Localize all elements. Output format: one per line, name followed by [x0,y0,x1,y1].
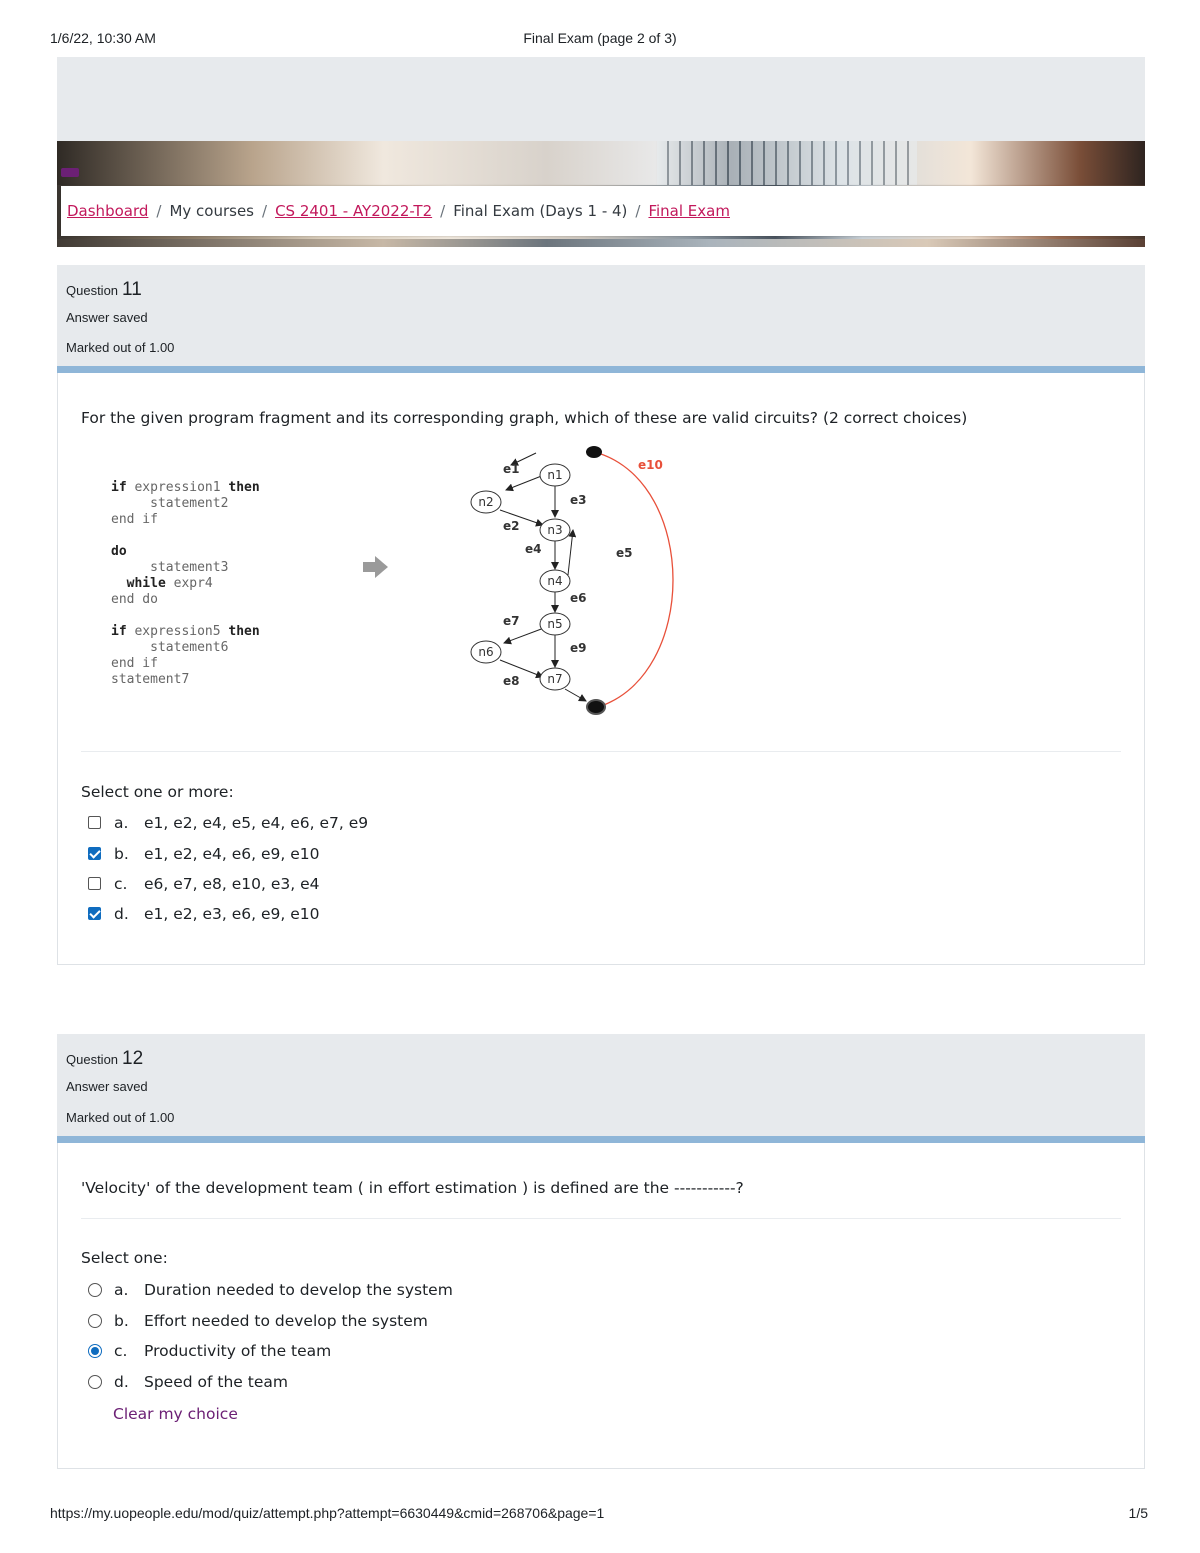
breadcrumb-course[interactable]: CS 2401 - AY2022-T2 [275,202,433,220]
edge-label: e4 [525,542,542,556]
node-label: n4 [547,574,563,588]
breadcrumb [61,186,1145,236]
option-letter: d. [114,1373,129,1391]
edge-label: e10 [638,458,663,472]
edge-label: e2 [503,519,520,533]
node-label: n3 [547,523,563,537]
code-keyword: while [111,576,166,591]
radio-a[interactable] [88,1283,102,1297]
option-letter: c. [114,1342,128,1360]
question-12-info [57,1034,1145,1136]
print-header [0,30,1200,50]
print-title: Final Exam (page 2 of 3) [523,30,677,46]
code-text: statement7 [111,672,190,687]
question-12-content [57,1143,1145,1469]
answer-prompt: Select one: [81,1249,168,1267]
edge-label: e9 [570,641,587,655]
option-text: e6, e7, e8, e10, e3, e4 [144,875,320,893]
breadcrumb-quiz[interactable]: Final Exam [648,202,730,220]
divider [81,1218,1121,1219]
breadcrumb-sep: / [156,202,162,220]
checkbox-c[interactable] [88,877,101,890]
question-grade: Marked out of 1.00 [66,340,175,355]
code-text: expr4 [165,576,213,591]
flow-graph [348,445,678,720]
node-label: n1 [547,468,563,482]
radio-b[interactable] [88,1314,102,1328]
answer-prompt: Select one or more: [81,783,234,801]
edge-label: e5 [616,546,633,560]
question-12-bar [57,1136,1145,1143]
option-text: Speed of the team [144,1373,288,1391]
question-number-value: 12 [122,1048,144,1069]
option-letter: c. [114,875,128,893]
node-label: n6 [478,645,494,659]
code-keyword: then [228,624,260,639]
option-text: e1, e2, e3, e6, e9, e10 [144,905,320,923]
edge-e7 [504,628,544,643]
edge-label: e8 [503,674,520,688]
code-text: statement6 [111,640,229,655]
breadcrumb-section: Final Exam (Days 1 - 4) [453,202,628,220]
question-label: Question [66,1052,119,1067]
edge-e10 [598,453,673,707]
print-url: https://my.uopeople.edu/mod/quiz/attempt.php?attempt=6630449&cmid=268706&page=1 [50,1505,605,1521]
question-label: Question [66,283,119,298]
checkbox-b[interactable] [88,847,101,860]
radio-d[interactable] [88,1375,102,1389]
edge-n7-end [565,689,586,701]
course-banner [57,141,1145,247]
option-text: Effort needed to develop the system [144,1312,428,1330]
option-letter: a. [114,814,129,832]
end-node [587,700,605,714]
edge-loop [568,530,573,575]
code-text: expression5 [126,624,229,639]
banner-image [57,141,1145,185]
option-text: e1, e2, e4, e6, e9, e10 [144,845,320,863]
print-date: 1/6/22, 10:30 AM [50,30,156,46]
breadcrumb-sep: / [440,202,446,220]
node-label: n2 [478,495,494,509]
page-header [57,57,1145,141]
code-keyword: if [111,624,127,639]
breadcrumb-sep: / [635,202,641,220]
option-text: e1, e2, e4, e5, e4, e6, e7, e9 [144,814,369,832]
radio-c[interactable] [88,1344,102,1358]
code-keyword: if [111,480,127,495]
question-11-content [57,373,1145,965]
question-11-info [57,265,1145,366]
edge-label: e3 [570,493,587,507]
code-fragment [111,480,260,688]
question-text: For the given program fragment and its corresponding graph, which of these are valid circuits? (2 correct choices) [81,409,968,427]
option-letter: d. [114,905,129,923]
node-label: n5 [547,617,563,631]
start-node [586,446,602,458]
question-state: Answer saved [66,1079,148,1094]
edge-label: e1 [503,462,520,476]
breadcrumb-dashboard[interactable]: Dashboard [67,202,149,220]
question-number-value: 11 [122,279,142,300]
print-page-number: 1/5 [1128,1505,1148,1521]
code-text: statement3 [111,560,229,575]
code-text: end do [111,592,158,607]
option-letter: a. [114,1281,129,1299]
node-label: n7 [547,672,563,686]
edge-e1 [506,475,544,490]
question-grade: Marked out of 1.00 [66,1110,175,1125]
arrow-right-icon [363,556,388,578]
question-state: Answer saved [66,310,148,325]
brand-pill [61,168,79,177]
option-letter: b. [114,845,129,863]
question-number [66,1048,143,1070]
edge-label: e6 [570,591,587,605]
breadcrumb-sep: / [262,202,268,220]
banner-image-bottom [57,239,1145,247]
checkbox-d[interactable] [88,907,101,920]
code-keyword: do [111,544,127,559]
code-text: end if [111,656,158,671]
checkbox-a[interactable] [88,816,101,829]
option-text: Duration needed to develop the system [144,1281,453,1299]
breadcrumb-my-courses: My courses [169,202,254,220]
question-11-bar [57,366,1145,373]
code-keyword: then [228,480,260,495]
edge-label: e7 [503,614,520,628]
question-text: 'Velocity' of the development team ( in effort estimation ) is defined are the -----------? [81,1179,744,1197]
clear-choice-link[interactable]: Clear my choice [113,1405,238,1423]
code-text: expression1 [126,480,229,495]
divider [81,751,1121,752]
code-text: end if [111,512,158,527]
banner-keyboard [657,141,917,185]
question-number [66,279,142,301]
option-letter: b. [114,1312,129,1330]
option-text: Productivity of the team [144,1342,332,1360]
code-text: statement2 [111,496,229,511]
